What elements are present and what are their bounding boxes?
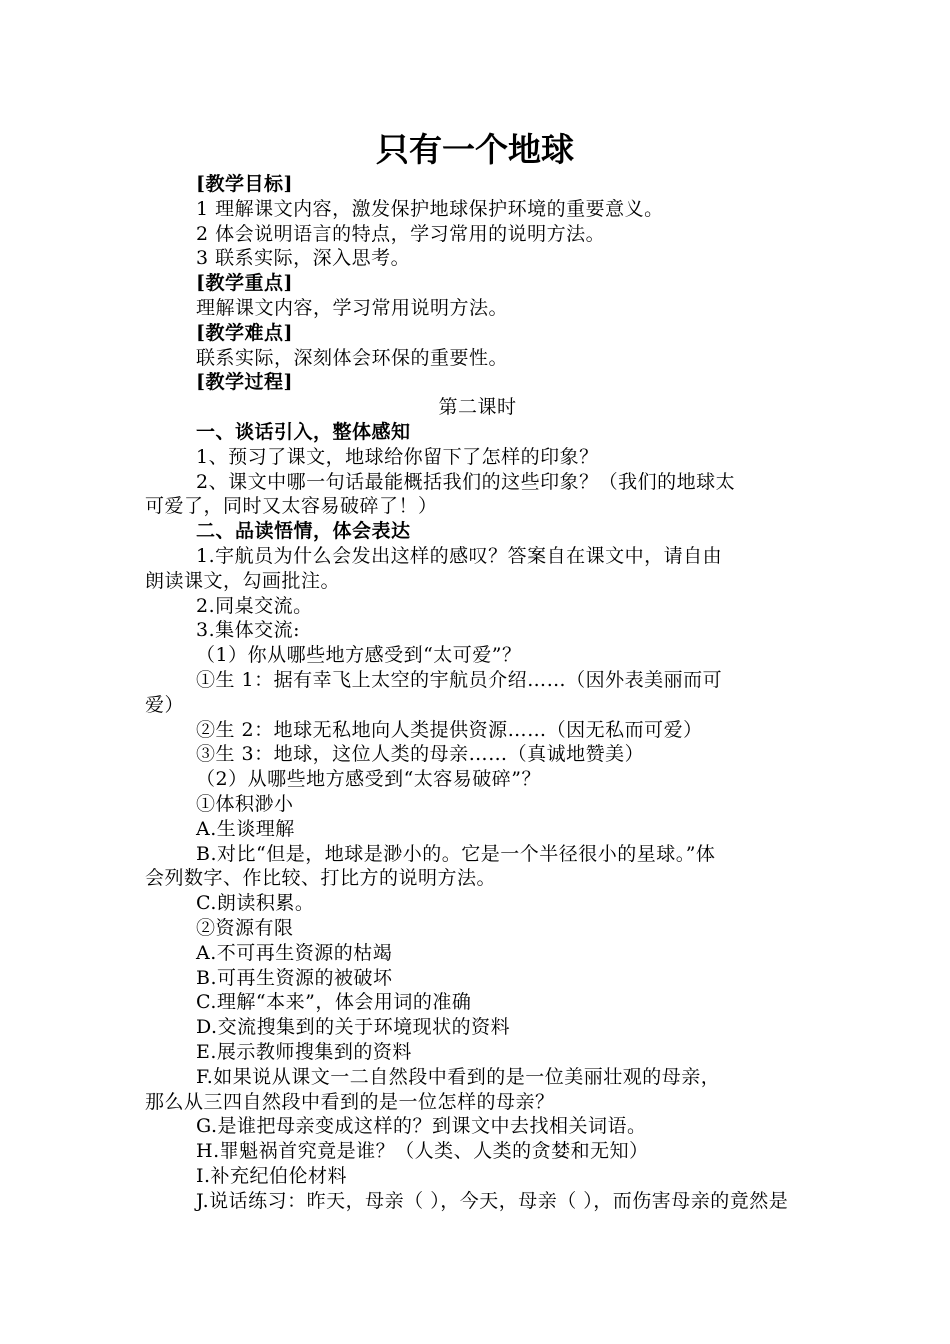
text-line: 2.同桌交流。 [196,594,313,617]
text-line: H.罪魁祸首究竟是谁？（人类、人类的贪婪和无知） [196,1140,649,1163]
text-line: 一、谈话引入，整体感知 [196,421,411,443]
text-line: 那么从三四自然段中看到的是一位怎样的母亲？ [145,1090,555,1113]
text-line: A.不可再生资源的枯竭 [196,941,393,964]
text-line: 朗读课文，勾画批注。 [145,569,341,592]
text-line: 联系实际，深刻体会环保的重要性。 [196,346,509,369]
text-line: 1 理解课文内容，激发保护地球保护环境的重要意义。 [196,197,664,220]
text-line: （1）你从哪些地方感受到“太可爱”？ [196,644,522,667]
text-line: ②生 2：地球无私地向人类提供资源……（因无私而可爱） [196,718,703,741]
text-line: 1、预习了课文，地球给你留下了怎样的印象？ [196,445,599,468]
text-line: 二、品读悟情，体会表达 [196,520,411,543]
text-line: ③生 3：地球，这位人类的母亲……（真诚地赞美） [196,743,645,766]
text-line: B.可再生资源的被破坏 [196,966,393,989]
text-line: 可爱了，同时又太容易破碎了！） [145,495,438,518]
text-line: [教学过程] [196,371,293,394]
text-line: G.是谁把母亲变成这样的？到课文中去找相关词语。 [196,1115,647,1138]
text-line: 1.宇航员为什么会发出这样的感叹？答案自在课文中，请自由 [196,545,723,567]
text-line: D.交流搜集到的关于环境现状的资料 [196,1016,511,1039]
document-title: 只有一个地球 [376,130,574,169]
text-line: C.理解“本来”，体会用词的准确 [196,991,472,1014]
text-line: E.展示教师搜集到的资料 [196,1041,412,1063]
text-line: I.补充纪伯伦材料 [196,1165,348,1187]
text-line: （2）从哪些地方感受到“太容易破碎”？ [196,768,542,791]
text-line: 理解课文内容，学习常用说明方法。 [196,297,509,319]
text-line: 爱） [145,693,185,716]
text-line: 3 联系实际，深入思考。 [196,247,411,270]
text-line: ①体积渺小 [196,793,294,815]
text-line: ①生 1：据有幸飞上太空的宇航员介绍……（因外表美丽而可 [196,669,723,691]
text-line: B.对比“但是，地球是渺小的。它是一个半径很小的星球。”体 [196,842,716,865]
text-line: ②资源有限 [196,917,294,939]
text-line: F.如果说从课文一二自然段中看到的是一位美丽壮观的母亲， [196,1065,721,1088]
text-line: [教学重点] [196,272,293,295]
text-line: 2 体会说明语言的特点，学习常用的说明方法。 [196,222,606,245]
text-line: [教学目标] [196,173,293,195]
text-line: A.生谈理解 [196,817,295,840]
text-line: [教学难点] [196,321,293,344]
text-line: J.说话练习：昨天，母亲（ ），今天，母亲（ ），而伤害母亲的竟然是 [196,1189,789,1212]
text-line: C.朗读积累。 [196,892,315,915]
text-line: 3.集体交流: [196,619,301,642]
text-line: 会列数字、作比较、打比方的说明方法。 [145,867,497,890]
text-line: 第二课时 [438,396,517,419]
text-line: 2、课文中哪一句话最能概括我们的这些印象？（我们的地球太 [196,470,736,493]
